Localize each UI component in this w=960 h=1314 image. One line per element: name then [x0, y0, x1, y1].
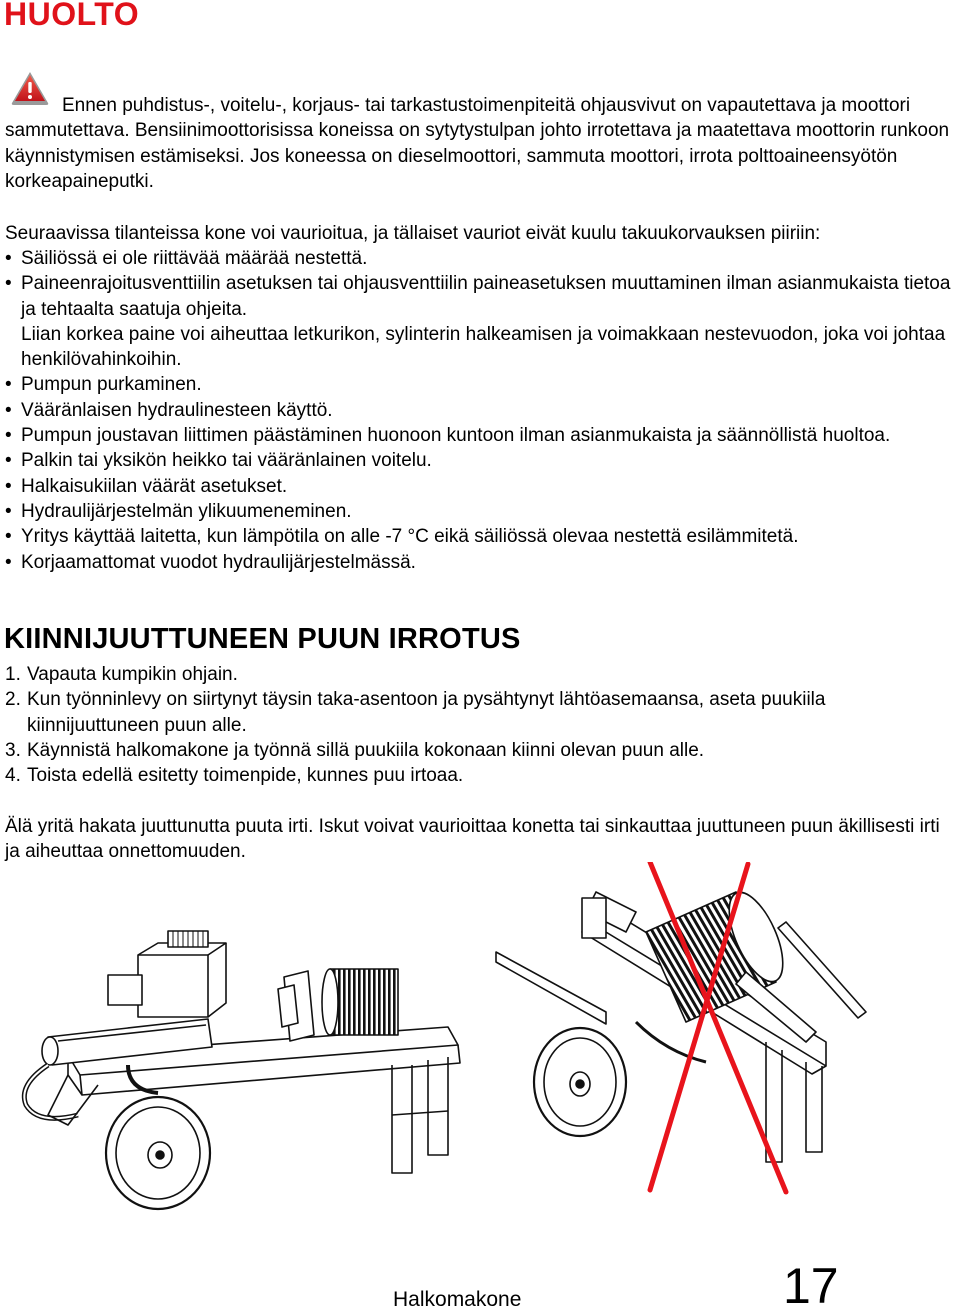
- step-item: 3. Käynnistä halkomakone ja työnnä sillä puukiila kokonaan kiinni olevan puun alle.: [5, 739, 705, 761]
- page-number: 17: [783, 1258, 839, 1314]
- step-item: 2. Kun työnninlevy on siirtynyt täysin taka-asentoon ja pysähtynyt lähtöasemaansa, aseta puukiila kiinnijuuttuneen puun alle.: [5, 689, 826, 736]
- log-splitter-illustration: [8, 915, 466, 1215]
- section-title-stuck-log: KIINNIJUUTTUNEEN PUUN IRROTUS: [4, 623, 521, 655]
- log-splitter-crossed-illustration: [486, 862, 932, 1207]
- warning-paragraph: Ennen puhdistus-, voitelu-, korjaus- tai tarkastustoimenpiteitä ohjausvivut on vapautettava ja moottori sammutettava. Bensiinimoottorisissa koneissa on sytytystulpan johto irrotettava ja maatettava moottorin runkoon käynnistymisen estämiseksi. Jos koneessa on dieselmoottori, sammuta moottori, irrota polttoaineensyötön korkeapaineputki.: [5, 95, 950, 192]
- step-item: 1. Vapauta kumpikin ohjain.: [5, 664, 238, 685]
- section-title-huolto: HUOLTO: [4, 0, 140, 32]
- list-item: • Halkaisukiilan väärät asetukset.: [5, 475, 288, 497]
- list-item: • Paineenrajoitusventtiilin asetuksen tai ohjausventtiilin paineasetuksen muuttaminen ilman asianmukaista tietoa ja tehtaalta saatuja ohjeita.: [5, 273, 951, 320]
- step-item: 4. Toista edellä esitetty toimenpide, kunnes puu irtoaa.: [5, 765, 464, 787]
- list-item: • Pumpun purkaminen.: [5, 374, 202, 396]
- damage-list: [5, 246, 957, 575]
- list-item: • Säiliössä ei ole riittävää määrää nestettä.: [5, 248, 368, 269]
- list-item: • Pumpun joustavan liittimen päästäminen huonoon kuntoon ilman asianmukaista ja säännöllistä huoltoa.: [5, 425, 891, 447]
- list-item: • Korjaamattomat vuodot hydraulijärjestelmässä.: [5, 551, 416, 573]
- list-item: • Yritys käyttää laitetta, kun lämpötila on alle -7 °C eikä säiliössä olevaa nestettä esilämmitetä.: [5, 526, 799, 548]
- list-item: • Palkin tai yksikön heikko tai vääränlainen voitelu.: [5, 450, 432, 472]
- steps-list: [5, 662, 957, 788]
- list-item: • Hydraulijärjestelmän ylikuumeneminen.: [5, 500, 352, 522]
- strike-warning: Älä yritä hakata juuttunutta puuta irti. Iskut voivat vaurioittaa konetta tai sinkauttaa juuttuneen puun äkillisesti irti ja aiheuttaa onnettomuuden.: [5, 816, 940, 863]
- damage-intro: Seuraavissa tilanteissa kone voi vaurioitua, ja tällaiset vauriot eivät kuulu takuukorvauksen piiriin:: [5, 223, 821, 244]
- list-item-note: Liian korkea paine voi aiheuttaa letkurikon, sylinterin halkeamisen ja voimakkaan nestevuodon, joka voi johtaa henkilövahinkoihin.: [21, 323, 946, 371]
- footer-title: Halkomakone: [393, 1288, 522, 1311]
- list-item: • Vääränlaisen hydraulinesteen käyttö.: [5, 399, 333, 421]
